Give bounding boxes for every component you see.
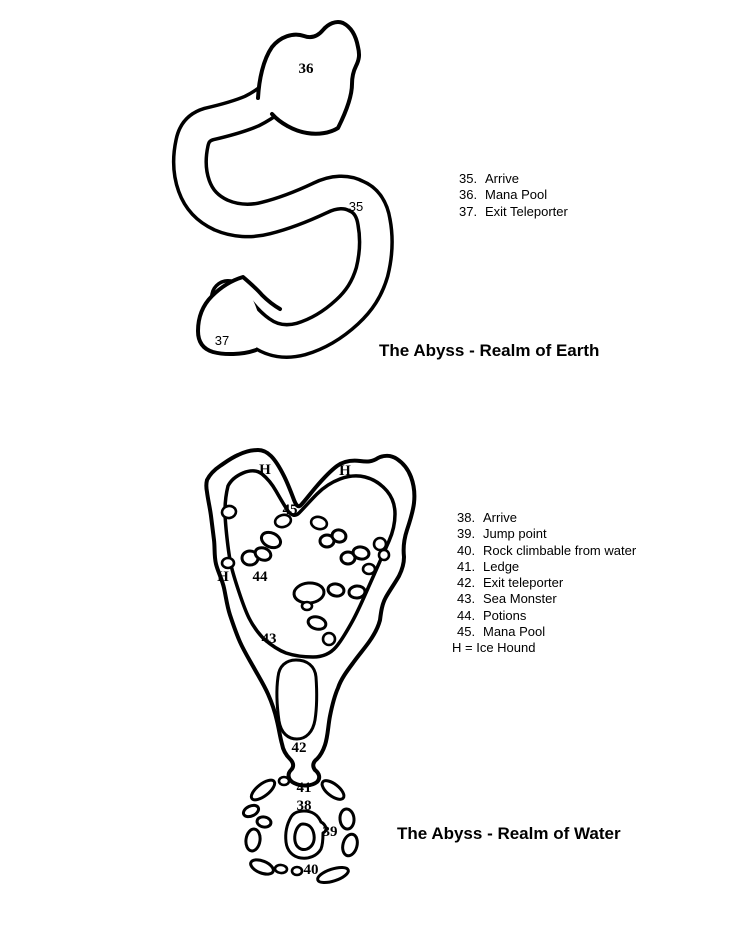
legend-row xyxy=(457,575,636,591)
rock xyxy=(279,777,289,785)
map-marker-39: 39 xyxy=(322,824,338,840)
map-marker-35: 35 xyxy=(348,199,364,214)
legend-row xyxy=(457,608,636,624)
legend-text: Arrive xyxy=(485,171,519,186)
legend-text: Mana Pool xyxy=(485,187,548,203)
rock xyxy=(221,505,237,519)
legend-number: 41. xyxy=(457,558,476,574)
map-marker-40: 40 xyxy=(303,862,319,878)
earth-map xyxy=(190,22,376,354)
rock xyxy=(310,515,329,531)
map-marker-43: 43 xyxy=(261,631,277,647)
water-legend xyxy=(452,510,637,657)
legend-number: 37. xyxy=(459,203,478,219)
legend-number: 44. xyxy=(457,607,476,623)
legend-text: Rock climbable from water xyxy=(483,542,637,558)
legend-number: 43. xyxy=(457,591,476,607)
rock xyxy=(316,864,350,885)
rock xyxy=(249,857,276,877)
legend-row xyxy=(459,187,568,203)
rock xyxy=(323,633,335,645)
rock xyxy=(275,864,288,873)
legend-text: Arrive xyxy=(483,510,517,525)
rock xyxy=(327,583,345,598)
map-marker-45: 45 xyxy=(282,502,298,518)
legend-row xyxy=(457,591,636,607)
rock xyxy=(222,558,234,568)
legend-text: Ledge xyxy=(483,558,520,574)
water-map xyxy=(206,450,414,886)
water-map-title: The Abyss - Realm of Water xyxy=(397,824,621,843)
legend-row xyxy=(457,510,636,526)
rock xyxy=(319,777,347,802)
map-marker-ice-hound: H xyxy=(339,463,351,479)
legend-text: Exit Teleporter xyxy=(485,203,568,219)
rock xyxy=(363,564,375,574)
map-marker-41: 41 xyxy=(296,780,312,796)
legend-row xyxy=(457,526,636,542)
legend-row xyxy=(457,559,636,575)
legend-number: 40. xyxy=(457,542,476,558)
earth-chamber-37-fill xyxy=(198,277,262,354)
legend-row xyxy=(457,543,636,559)
map-marker-ice-hound: H xyxy=(259,462,271,478)
rock xyxy=(349,585,366,598)
legend-note: H = Ice Hound xyxy=(452,640,536,656)
legend-number: 38. xyxy=(457,510,476,525)
legend-row xyxy=(459,171,568,187)
legend-text: Exit teleporter xyxy=(483,575,564,591)
rock xyxy=(379,550,389,560)
legend-number: 36. xyxy=(459,187,478,203)
earth-map-title: The Abyss - Realm of Earth xyxy=(379,341,600,360)
legend-number: 35. xyxy=(459,171,478,186)
map-marker-38: 38 xyxy=(296,798,312,814)
rock xyxy=(352,546,370,561)
earth-legend xyxy=(459,171,568,220)
legend-text: Mana Pool xyxy=(483,624,546,640)
rock xyxy=(242,803,261,819)
legend-text: Potions xyxy=(483,607,527,623)
rock xyxy=(340,833,359,858)
rock xyxy=(256,816,272,828)
legend-row xyxy=(459,204,568,220)
island-rock-ridge xyxy=(295,824,314,850)
legend-text: Jump point xyxy=(483,526,547,542)
rock xyxy=(307,615,327,631)
legend-number: 39. xyxy=(457,526,476,542)
legend-number: 45. xyxy=(457,624,476,640)
water-basin-rocks xyxy=(221,505,389,645)
map-marker-ice-hound: H xyxy=(217,569,229,585)
water-lagoon xyxy=(277,660,317,739)
rock xyxy=(248,777,277,804)
rock xyxy=(339,808,355,829)
rock xyxy=(302,602,312,610)
map-marker-36: 36 xyxy=(298,61,314,77)
map-marker-44: 44 xyxy=(252,569,268,585)
map-marker-37: 37 xyxy=(214,333,230,348)
legend-number: 42. xyxy=(457,575,476,591)
rock xyxy=(245,828,262,852)
legend-row xyxy=(457,624,636,640)
rock xyxy=(374,538,386,550)
legend-text: Sea Monster xyxy=(483,591,557,607)
map-marker-42: 42 xyxy=(291,740,307,756)
rock xyxy=(293,582,325,605)
rock xyxy=(292,867,302,875)
